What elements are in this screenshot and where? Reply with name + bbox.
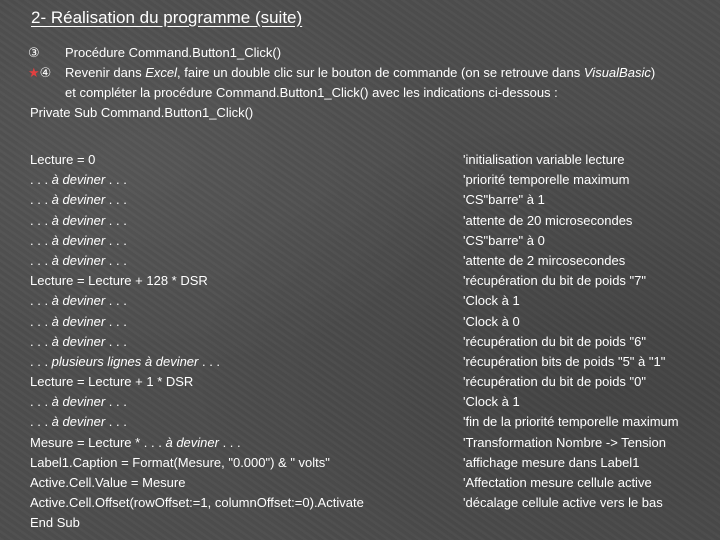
code-comment: 'Clock à 1 bbox=[463, 293, 520, 309]
code-line bbox=[30, 190, 450, 210]
code-comment: 'décalage cellule active vers le bas bbox=[463, 495, 663, 511]
placeholder-text: à deviner bbox=[51, 232, 106, 248]
code-comment: 'fin de la priorité temporelle maximum bbox=[463, 414, 679, 430]
instruction-visualbasic: VisualBasic bbox=[583, 65, 651, 80]
code-comment: 'Affectation mesure cellule active bbox=[463, 475, 652, 490]
code-ellipsis: . . . bbox=[105, 172, 127, 188]
code-ellipsis: . . . bbox=[105, 333, 127, 349]
code-line bbox=[30, 412, 450, 432]
code-comment: 'récupération du bit de poids "6" bbox=[463, 333, 646, 349]
code-text: . . . bbox=[30, 172, 52, 188]
private-sub-line: Private Sub Command.Button1_Click() bbox=[30, 105, 254, 120]
code-text: . . . bbox=[30, 232, 52, 248]
code-ellipsis: . . . bbox=[105, 232, 127, 248]
code-comment: 'CS"barre" à 0 bbox=[463, 232, 545, 248]
code-text: Lecture = Lecture + 128 * DSR bbox=[30, 273, 208, 289]
code-ellipsis: . . . bbox=[105, 394, 127, 410]
code-comment: 'attente de 2 mircosecondes bbox=[463, 252, 626, 268]
code-line bbox=[30, 291, 450, 311]
code-text: . . . bbox=[30, 333, 52, 349]
code-ellipsis: . . . bbox=[218, 434, 241, 450]
placeholder-text: à deviner bbox=[51, 313, 106, 329]
placeholder-text: plusieurs lignes à deviner bbox=[51, 353, 199, 369]
circled-4-icon: ④ bbox=[39, 65, 52, 80]
placeholder-text: à deviner bbox=[51, 414, 106, 430]
code-line bbox=[30, 352, 450, 372]
code-ellipsis: . . . bbox=[105, 192, 127, 208]
code-text: . . . bbox=[30, 313, 52, 329]
code-ellipsis: . . . bbox=[105, 313, 127, 329]
code-line bbox=[30, 433, 450, 453]
code-comment: 'récupération bits de poids "5" à "1" bbox=[463, 353, 666, 369]
code-line bbox=[30, 493, 450, 513]
placeholder-text: à deviner bbox=[51, 212, 106, 228]
instruction-continuation: et compléter la procédure Command.Button1_Click() avec les indications ci-dessous : bbox=[65, 85, 558, 100]
code-text: End Sub bbox=[30, 515, 80, 531]
code-line bbox=[30, 312, 450, 332]
bullet-item-procedure bbox=[30, 43, 710, 63]
bullet-text: Procédure Command.Button1_Click() bbox=[65, 45, 282, 60]
code-text: . . . bbox=[30, 414, 52, 430]
code-comment: 'Clock à 1 bbox=[463, 394, 520, 410]
code-line bbox=[30, 271, 450, 291]
placeholder-text: à deviner bbox=[51, 293, 106, 309]
code-line bbox=[30, 211, 450, 231]
comment-column bbox=[463, 150, 713, 513]
bullet-item-instruction bbox=[30, 63, 710, 83]
placeholder-text: à deviner bbox=[51, 192, 106, 208]
code-comment: 'CS"barre" à 1 bbox=[463, 192, 545, 208]
code-ellipsis: . . . bbox=[105, 414, 127, 430]
code-line bbox=[30, 170, 450, 190]
instruction-excel: Excel bbox=[145, 65, 178, 80]
instruction-text-end: ) bbox=[650, 65, 656, 80]
code-line bbox=[30, 453, 450, 473]
code-line bbox=[30, 332, 450, 352]
placeholder-text: à deviner bbox=[51, 333, 106, 349]
code-text: Label1.Caption = Format(Mesure, "0.000") & " volts" bbox=[30, 454, 330, 470]
code-comment: 'initialisation variable lecture bbox=[463, 152, 625, 167]
code-text: Lecture = 0 bbox=[30, 152, 96, 167]
code-text: . . . bbox=[30, 192, 52, 208]
code-comment: 'récupération du bit de poids "7" bbox=[463, 273, 646, 289]
code-line bbox=[30, 150, 450, 170]
code-text: . . . bbox=[30, 293, 52, 309]
code-comment: 'Transformation Nombre -> Tension bbox=[463, 434, 666, 450]
code-comment: 'priorité temporelle maximum bbox=[463, 172, 630, 188]
placeholder-text: à deviner bbox=[51, 172, 106, 188]
code-line bbox=[30, 392, 450, 412]
code-comment: 'affichage mesure dans Label1 bbox=[463, 454, 640, 470]
code-text: Active.Cell.Offset(rowOffset:=1, columnOffset:=0).Activate bbox=[30, 495, 364, 511]
circled-3-icon: ③ bbox=[28, 45, 40, 60]
code-ellipsis: . . . bbox=[105, 252, 127, 268]
placeholder-text: à deviner bbox=[51, 394, 106, 410]
code-comment: 'attente de 20 microsecondes bbox=[463, 212, 633, 228]
instruction-text-middle: , faire un double clic sur le bouton de commande (on se retrouve dans bbox=[177, 65, 584, 80]
instruction-text-start: Revenir dans bbox=[65, 65, 146, 80]
code-comment: 'récupération du bit de poids "0" bbox=[463, 374, 646, 390]
code-ellipsis: . . . bbox=[105, 212, 127, 228]
code-column bbox=[30, 150, 450, 534]
code-line bbox=[30, 372, 450, 392]
code-ellipsis: . . . bbox=[105, 293, 127, 309]
instructions bbox=[30, 43, 710, 123]
code-ellipsis: . . . bbox=[198, 353, 221, 369]
code-text: . . . bbox=[30, 353, 52, 369]
placeholder-text: à deviner bbox=[165, 434, 219, 450]
pin-circled-4-icon bbox=[28, 63, 60, 83]
code-line bbox=[30, 513, 450, 533]
code-comment: 'Clock à 0 bbox=[463, 313, 520, 329]
code-line bbox=[30, 231, 450, 251]
code-text: Active.Cell.Value = Mesure bbox=[30, 475, 186, 490]
code-line bbox=[30, 251, 450, 271]
code-text: Lecture = Lecture + 1 * DSR bbox=[30, 374, 194, 390]
code-text: . . . bbox=[30, 212, 52, 228]
placeholder-text: à deviner bbox=[51, 252, 106, 268]
code-text: . . . bbox=[30, 252, 52, 268]
code-text: . . . bbox=[30, 394, 52, 410]
code-text: Mesure = Lecture * . . . bbox=[30, 434, 166, 450]
code-line bbox=[30, 473, 450, 493]
slide-title: 2- Réalisation du programme (suite) bbox=[31, 8, 303, 27]
red-star-icon: ★ bbox=[28, 65, 40, 80]
